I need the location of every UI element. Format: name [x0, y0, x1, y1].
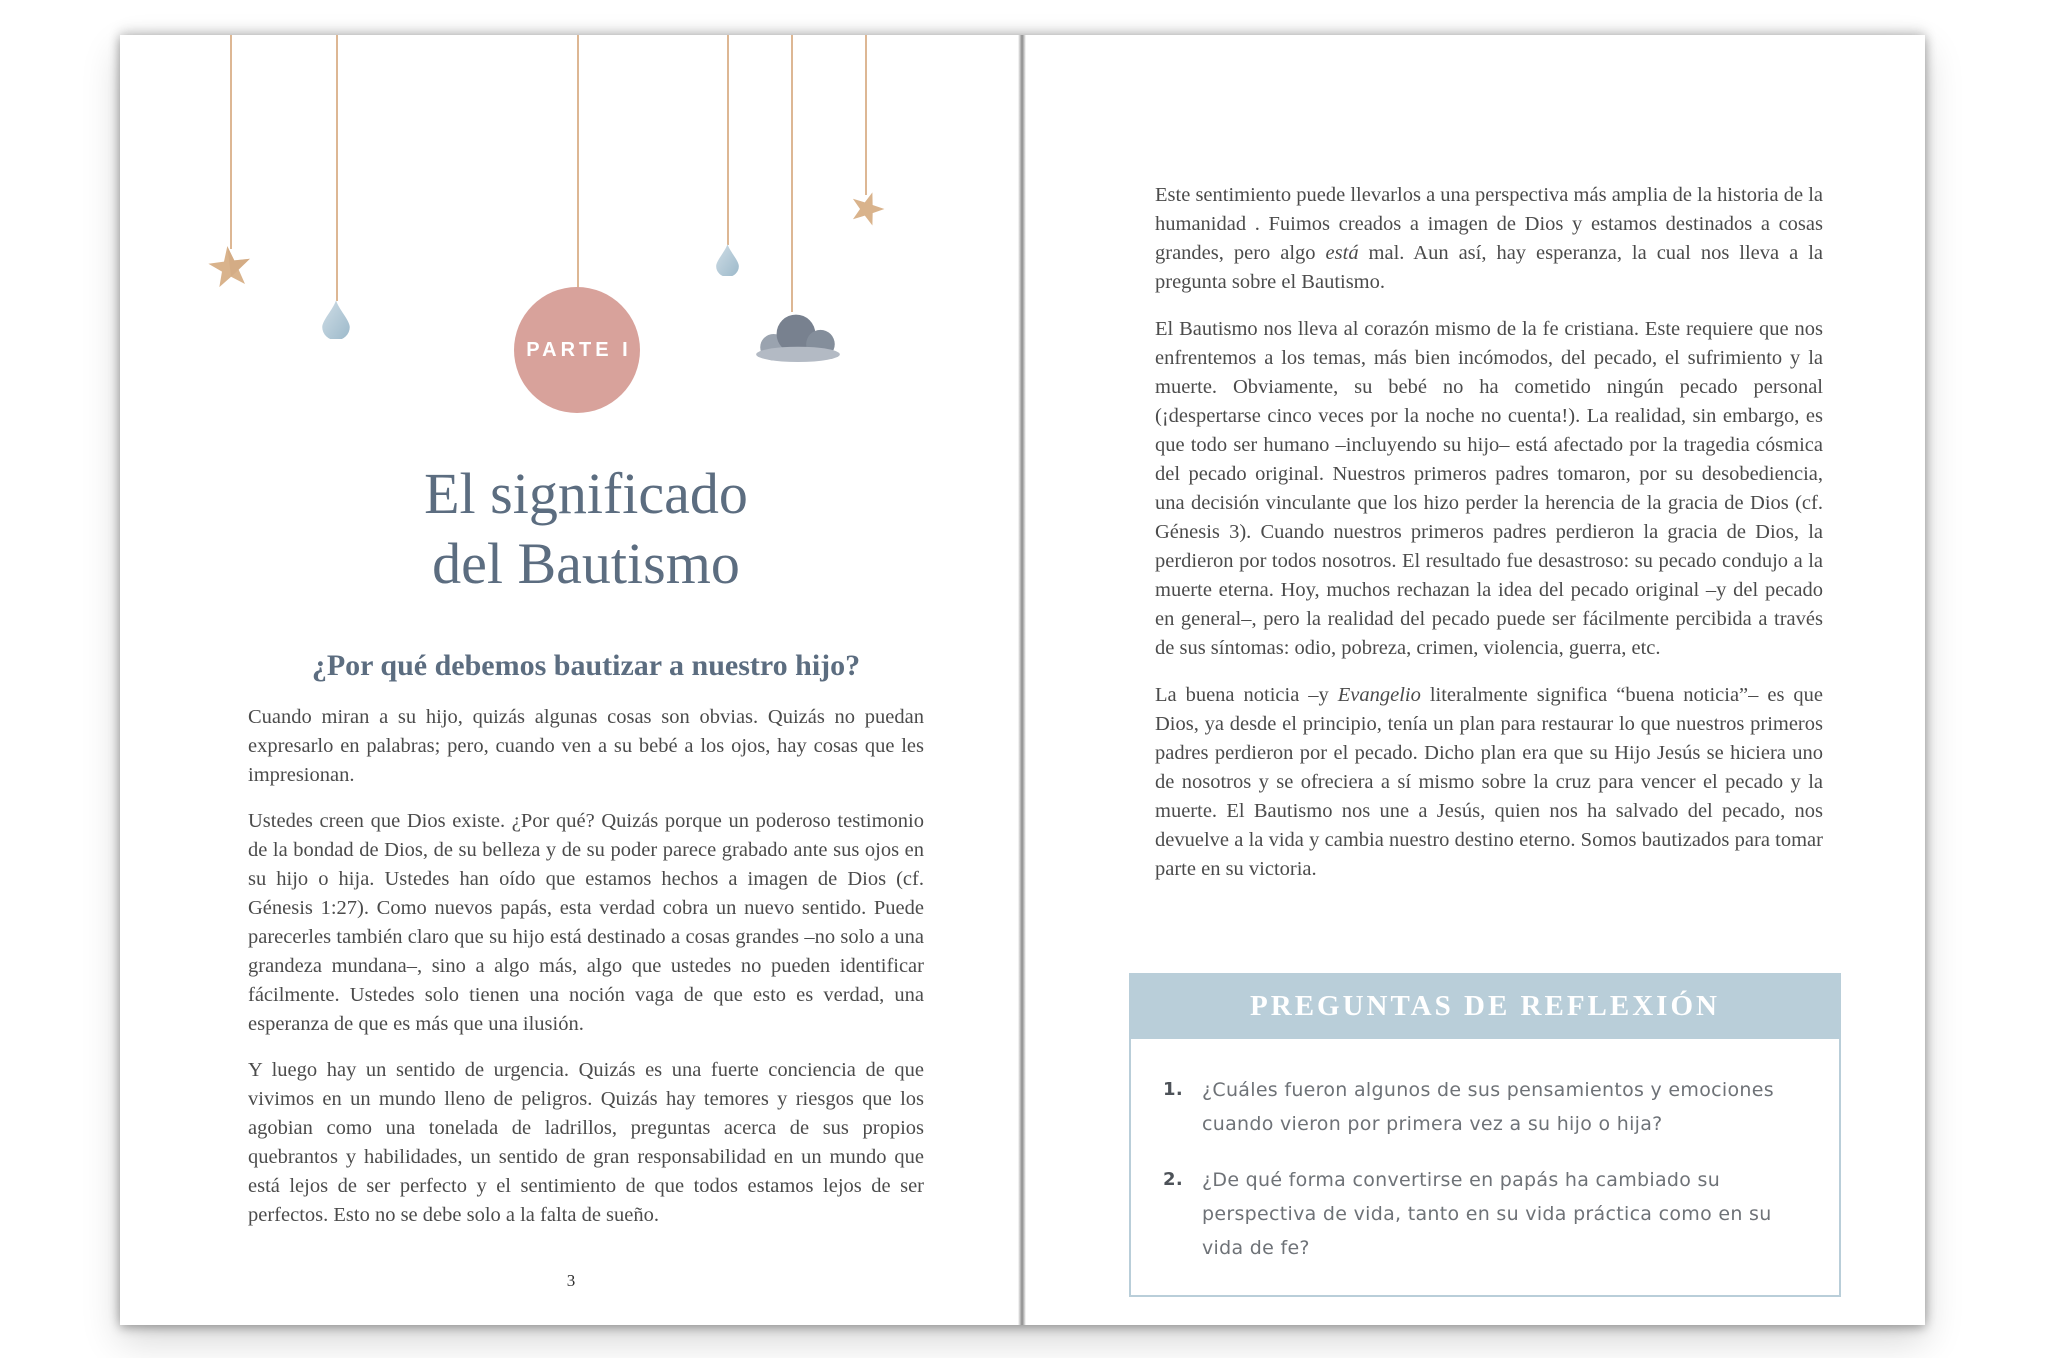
hanging-string	[336, 35, 338, 301]
left-body-text	[248, 703, 924, 1247]
left-page	[120, 35, 1022, 1325]
book-gutter	[1018, 35, 1026, 1325]
question-text: ¿De qué forma convertirse en papás ha cambiado su perspectiva de vida, tanto en su vida práctica como en su vida de fe?	[1202, 1169, 1772, 1259]
paragraph: El Bautismo nos lleva al corazón mismo de la fe cristiana. Este requiere que nos enfrentemos a los temas, más bien incómodos, del pecado, el sufrimiento y la muerte. Obviamente, su bebé no ha cometido ningún pecado personal (¡despertarse cinco veces por la noche no cuenta!). La realidad, sin embargo, es que todo ser humano –incluyendo su hijo– está afectado por la tragedia cósmica del pecado original. Nuestros primeros padres tomaron, por su desobediencia, una decisión vinculante que los hizo perder la herencia de la gracia de Dios (cf. Génesis 3). Cuando nuestros primeros padres perdieron la gracia de Dios, la perdieron por todos nosotros. El resultado fue desastroso: su pecado condujo a la muerte eterna. Hoy, muchos rechazan la idea del pecado original –y del pecado en general–, pero la realidad del pecado puede ser fácilmente percibida a través de sus síntomas: odio, pobreza, crimen, violencia, guerra, etc.	[1155, 318, 1823, 659]
reflection-questions-box	[1129, 973, 1841, 1297]
part-badge-label: PARTE I	[526, 338, 632, 361]
raindrop-icon	[321, 299, 351, 339]
questions-box-title: PREGUNTAS DE REFLEXIÓN	[1250, 989, 1720, 1022]
hanging-string	[230, 35, 232, 249]
hanging-string	[865, 35, 867, 195]
cloud-icon	[749, 309, 847, 363]
chapter-title-line2: del Bautismo	[432, 531, 740, 596]
raindrop-icon	[715, 243, 740, 276]
question-number: 2.	[1163, 1169, 1183, 1190]
book-spread	[120, 35, 1925, 1325]
page-number-left: 3	[566, 1271, 576, 1290]
section-heading: ¿Por qué debemos bautizar a nuestro hijo?	[311, 649, 861, 682]
paragraph: Este sentimiento puede llevarlos a una perspectiva más amplia de la historia de la humanidad . Fuimos creados a imagen de Dios y estamos destinados a cosas grandes, pero algo está mal. Aun así, hay esperanza, la cual nos lleva a la pregunta sobre el Bautismo.	[1155, 184, 1823, 293]
right-page	[1023, 35, 1925, 1325]
question-item	[1163, 1073, 1799, 1141]
star-icon	[203, 241, 256, 294]
question-item	[1163, 1163, 1799, 1265]
chapter-title	[248, 459, 924, 599]
hanging-string	[791, 35, 793, 312]
question-text: ¿Cuáles fueron algunos de sus pensamientos y emociones cuando vieron por primera vez a su hijo o hija?	[1202, 1079, 1774, 1135]
paragraph: Cuando miran a su hijo, quizás algunas cosas son obvias. Quizás no puedan expresarlo en palabras; pero, cuando ven a su bebé a los ojos, hay cosas que les impresionan.	[248, 706, 924, 786]
hanging-string	[577, 35, 579, 289]
star-icon	[843, 185, 891, 233]
part-badge	[514, 287, 640, 413]
question-number: 1.	[1163, 1079, 1183, 1100]
hanging-string	[727, 35, 729, 245]
paragraph: Ustedes creen que Dios existe. ¿Por qué? Quizás porque un poderoso testimonio de la bondad de Dios, de su belleza y de su poder parece grabado ante sus ojos en su hijo o hija. Ustedes han oído que estamos hechos a imagen de Dios (cf. Génesis 1:27). Como nuevos papás, esta verdad cobra un nuevo sentido. Puede parecerles también claro que su hijo está destinado a cosas grandes –no solo a una grandeza mundana–, sino a algo más, algo que ustedes no pueden identificar fácilmente. Ustedes solo tienen una noción vaga de que esto es verdad, una esperanza de que es más que una ilusión.	[248, 810, 924, 1035]
right-body-text	[1155, 181, 1823, 902]
paragraph: Y luego hay un sentido de urgencia. Quizás es una fuerte conciencia de que vivimos en un mundo lleno de peligros. Quizás hay temores y riesgos que los agobian como una tonelada de ladrillos, preguntas acerca de sus propios quebrantos y habilidades, un sentido de gran responsabilidad en un mundo que está lejos de ser perfecto y el sentimiento de que todos estamos lejos de ser perfectos. Esto no se debe solo a la falta de sueño.	[248, 1059, 924, 1226]
paragraph: La buena noticia –y Evangelio literalmente significa “buena noticia”– es que Dios, ya desde el principio, tenía un plan para restaurar lo que nuestros primeros padres perdieron por el pecado. Dicho plan era que su Hijo Jesús se hiciera uno de nosotros y se ofreciera a sí mismo sobre la cruz para vencer el pecado y la muerte. El Bautismo nos une a Jesús, quien nos ha salvado del pecado, nos devuelve a la vida y cambia nuestro destino eterno. Somos bautizados para tomar parte en su victoria.	[1155, 684, 1824, 880]
questions-box-body	[1129, 1039, 1841, 1297]
questions-box-header	[1129, 973, 1841, 1039]
chapter-title-line1: El significado	[424, 461, 748, 526]
